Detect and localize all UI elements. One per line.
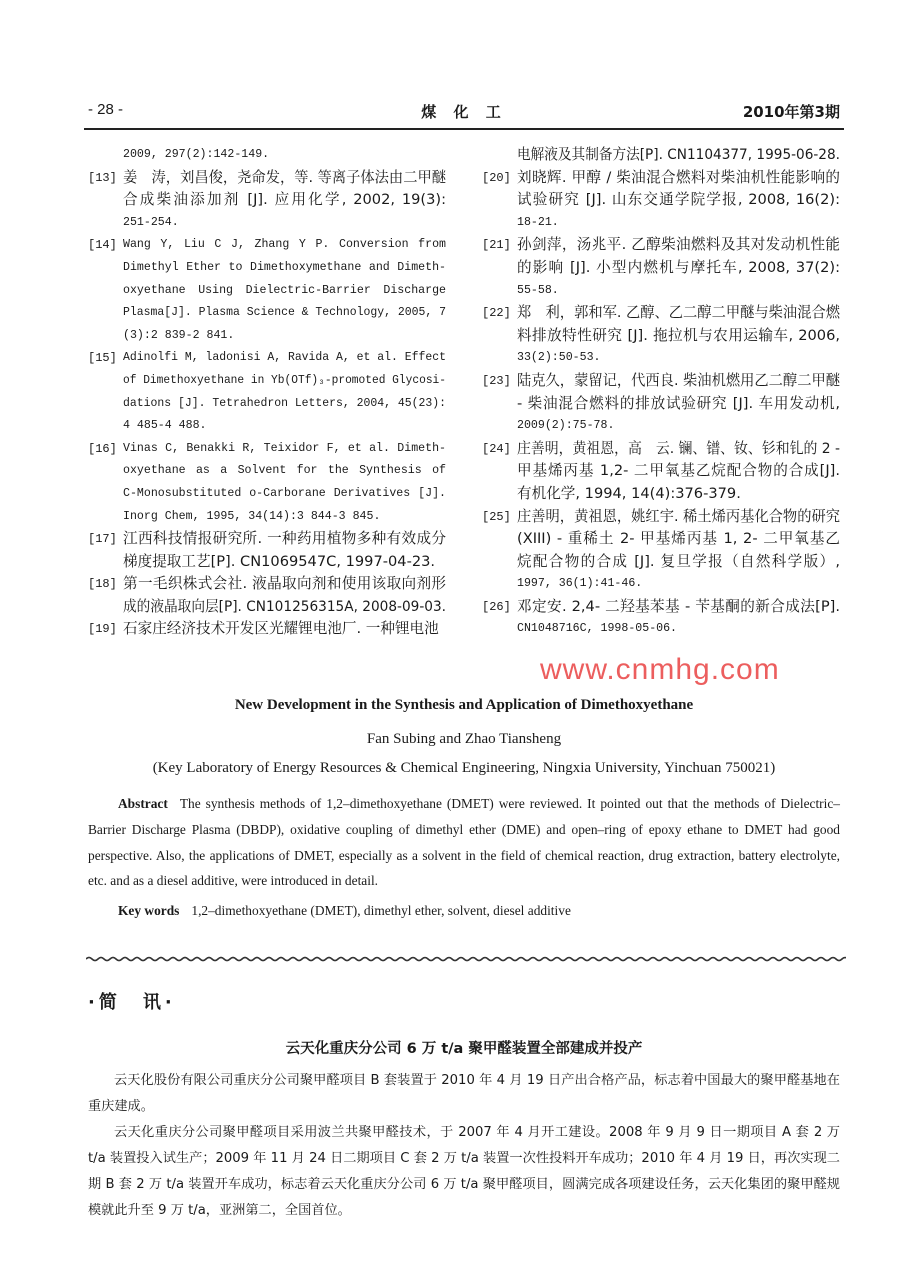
reference-number: [22] xyxy=(482,306,511,321)
reference-line xyxy=(88,438,446,461)
reference-line xyxy=(88,415,446,438)
reference-text xyxy=(517,257,840,280)
reference-text-content: 孙剑萍，汤兆平. 乙醇柴油燃料及其对发动机性能 xyxy=(517,236,840,254)
reference-text xyxy=(517,144,840,167)
keywords-text: 1,2–dimethoxyethane (DMET), dimethyl ether, solvent, diesel additive xyxy=(191,903,571,919)
reference-text-content: 电解液及其制备方法[P]. CN1104377, 1995-06-28. xyxy=(517,146,841,163)
reference-text xyxy=(517,393,840,416)
reference-item xyxy=(88,573,446,618)
reference-line xyxy=(88,506,446,529)
reference-line xyxy=(482,167,840,190)
reference-item xyxy=(88,618,446,641)
reference-text-content: 甲基烯丙基 1,2- 二甲氧基乙烷配合物的合成[J]. xyxy=(517,462,840,480)
reference-line xyxy=(482,370,840,393)
reference-line xyxy=(88,234,446,257)
reference-text xyxy=(123,257,446,280)
wavy-divider xyxy=(86,955,846,963)
reference-line xyxy=(88,528,446,551)
reference-text-content: 33(2):50-53. xyxy=(517,351,601,365)
reference-line xyxy=(482,596,840,619)
reference-text-content: 251-254. xyxy=(123,215,179,229)
reference-item xyxy=(482,596,840,641)
reference-text xyxy=(123,551,446,574)
reference-text-content: Plasma[J]. Plasma Science & Technology, 2005, 7 xyxy=(123,306,447,320)
reference-text xyxy=(517,460,840,483)
reference-text-content: 2009, 297(2):142-149. xyxy=(123,148,270,161)
reference-line xyxy=(88,257,446,280)
reference-text xyxy=(123,212,446,235)
reference-text-content: 4 485-4 488. xyxy=(123,419,207,433)
reference-line xyxy=(482,483,840,506)
reference-line xyxy=(88,212,446,235)
reference-text-content: Adinolfi M, ladonisi A, Ravida A, et al. Effect xyxy=(123,351,447,365)
brief-section-label: ·简 讯· xyxy=(88,992,176,1013)
reference-line xyxy=(482,528,840,551)
reference-text xyxy=(123,460,446,483)
reference-text-content: oxyethane as a Solvent for the Synthesis of xyxy=(123,464,446,478)
reference-line xyxy=(88,483,446,506)
reference-line xyxy=(88,370,446,393)
reference-text-content: 18-21. xyxy=(517,215,559,229)
reference-text xyxy=(123,506,446,529)
reference-text-content: (3):2 839-2 841. xyxy=(123,328,235,342)
reference-text xyxy=(123,618,446,641)
reference-item xyxy=(88,234,446,347)
keywords-label: Key words xyxy=(118,903,180,919)
reference-text-content: 陆克久，蒙留记，代西良. 柴油机燃用乙二醇二甲醚 xyxy=(517,371,841,389)
reference-text xyxy=(517,302,840,325)
news-block xyxy=(88,1038,840,1224)
reference-number: [21] xyxy=(482,238,511,253)
reference-line xyxy=(482,415,840,438)
reference-number: [16] xyxy=(88,441,117,456)
reference-text-content: oxyethane Using Dielectric-Barrier Discharge xyxy=(123,283,446,297)
reference-text xyxy=(517,212,840,235)
reference-text-content: (XIII) - 重稀土 2- 甲基烯丙基 1, 2- 二甲氧基乙 xyxy=(517,530,840,548)
reference-line xyxy=(88,280,446,303)
reference-text-content: 庄善明，黄祖恩，高 云. 镧、镨、钕、钐和钆的 2 - xyxy=(517,439,841,457)
english-authors: Fan Subing and Zhao Tiansheng xyxy=(366,731,562,747)
reference-text xyxy=(517,528,840,551)
reference-text xyxy=(123,483,446,506)
reference-text-content: Vinas C, Benakki R, Teixidor F, et al. Dimeth- xyxy=(123,441,446,455)
reference-text-content: 第一毛织株式会社. 液晶取向剂和使用该取向剂形 xyxy=(123,575,446,593)
reference-text xyxy=(517,483,840,506)
reference-number: [18] xyxy=(88,577,117,592)
reference-item xyxy=(88,528,446,573)
reference-item xyxy=(482,302,840,370)
reference-number: [26] xyxy=(482,599,511,614)
header-rule xyxy=(84,128,844,130)
reference-text-content: 55-58. xyxy=(517,283,559,297)
reference-text xyxy=(517,551,840,574)
reference-text xyxy=(517,234,840,257)
reference-text xyxy=(123,347,446,370)
news-paragraph: 云天化重庆分公司聚甲醛项目采用波兰共聚甲醛技术，于 2007 年 4 月开工建设。2008 年 9 月 9 日一期项目 A 套 2 万 t/a 装置投入试生产；2009 年 11 月 24 日二期项目 C 套 2 万 t/a 装置一次性投料开车成功；2010 年 4 月 19 日，再次实现二期 B 套 2 万 t/a 装置开车成功，标志着云天化重庆分公司 6 万 t/a 聚甲醛项目，圆满完成各项建设任务，云天化集团的聚甲醛规模就此升至 9 万 t/a，亚洲第二，全国首位。 xyxy=(88,1125,840,1218)
reference-number: [17] xyxy=(88,532,117,547)
reference-line xyxy=(482,302,840,325)
reference-line xyxy=(88,551,446,574)
abstract-block xyxy=(88,791,840,924)
reference-text-content: 合成柴油添加剂 [J]. 应用化学, 2002, 19(3): xyxy=(123,191,446,209)
reference-text-content: C-Monosubstituted o-Carborane Derivatives [J]. xyxy=(123,486,446,500)
reference-text-content: 有机化学, 1994, 14(4):376-379. xyxy=(517,484,741,502)
reference-text-content: 梯度提取工艺[P]. CN1069547C, 1997-04-23. xyxy=(123,552,436,570)
english-abstract xyxy=(88,791,840,894)
reference-item xyxy=(482,506,840,596)
page-header xyxy=(88,101,840,125)
reference-text-content: - 柴油混合燃料的排放试验研究 [J]. 车用发动机, xyxy=(517,394,840,412)
reference-number: [13] xyxy=(88,170,117,185)
english-affiliation: (Key Laboratory of Energy Resources & Chemical Engineering, Ningxia University, Yinchuan 750021) xyxy=(152,760,776,776)
reference-text xyxy=(517,189,840,212)
reference-text xyxy=(517,618,840,641)
reference-item xyxy=(482,234,840,302)
reference-text-content: Dimethyl Ether to Dimethoxymethane and Dimeth- xyxy=(123,260,446,274)
reference-line xyxy=(482,144,840,167)
reference-line xyxy=(88,189,446,212)
reference-line xyxy=(88,302,446,325)
reference-text-content: 石家庄经济技术开发区光耀锂电池厂. 一种锂电池 xyxy=(123,620,439,638)
references-right-column xyxy=(482,144,840,641)
reference-text-content: 烷配合物的合成 [J]. 复旦学报（自然科学版）, xyxy=(517,552,840,570)
reference-line xyxy=(482,438,840,461)
reference-text xyxy=(517,280,840,303)
reference-line xyxy=(88,167,446,190)
reference-text xyxy=(123,189,446,212)
reference-item xyxy=(482,167,840,235)
reference-line xyxy=(88,596,446,619)
reference-text xyxy=(517,596,840,619)
reference-text-content: 试验研究 [J]. 山东交通学院学报, 2008, 16(2): xyxy=(517,191,840,209)
reference-item xyxy=(88,438,446,528)
news-title: 云天化重庆分公司 6 万 t/a 聚甲醛装置全部建成并投产 xyxy=(285,1041,643,1057)
reference-text xyxy=(123,302,446,325)
reference-line xyxy=(88,460,446,483)
english-title: New Development in the Synthesis and Application of Dimethoxyethane xyxy=(234,697,694,713)
reference-line xyxy=(88,347,446,370)
reference-number: [24] xyxy=(482,441,511,456)
reference-line xyxy=(482,573,840,596)
reference-line xyxy=(88,573,446,596)
reference-text-content: CN1048716C, 1998-05-06. xyxy=(517,622,678,636)
reference-text xyxy=(123,528,446,551)
reference-number: [14] xyxy=(88,238,117,253)
reference-number: [20] xyxy=(482,170,511,185)
reference-line xyxy=(88,325,446,348)
reference-text xyxy=(123,325,446,348)
reference-line xyxy=(482,618,840,641)
reference-text-content: 邓定安. 2,4- 二羟基苯基 - 苄基酮的新合成法[P]. xyxy=(517,597,840,615)
reference-line xyxy=(482,393,840,416)
reference-text-content: Wang Y, Liu C J, Zhang Y P. Conversion from xyxy=(123,238,446,252)
reference-text-content: 郑 利，郭和军. 乙醇、乙二醇二甲醚与柴油混合燃 xyxy=(517,304,841,322)
reference-text xyxy=(123,144,446,167)
reference-text-content: 料排放特性研究 [J]. 拖拉机与农用运输车, 2006, xyxy=(517,326,840,344)
reference-text xyxy=(517,167,840,190)
reference-text xyxy=(123,415,446,438)
reference-item xyxy=(88,347,446,437)
abstract-label: Abstract xyxy=(118,796,168,811)
reference-text xyxy=(517,438,840,461)
reference-line xyxy=(88,144,446,167)
reference-text xyxy=(517,573,840,596)
reference-text xyxy=(123,234,446,257)
reference-text xyxy=(123,167,446,190)
reference-number: [25] xyxy=(482,509,511,524)
reference-text-content: 刘晓辉. 甲醇 / 柴油混合燃料对柴油机性能影响的 xyxy=(517,168,840,186)
issue-label: 2010年第3期 xyxy=(742,103,840,121)
english-keywords xyxy=(88,898,840,924)
reference-text-content: 的影响 [J]. 小型内燃机与摩托车, 2008, 37(2): xyxy=(517,258,840,276)
reference-line xyxy=(88,393,446,416)
reference-text-content: 成的液晶取向层[P]. CN101256315A, 2008-09-03. xyxy=(123,597,447,615)
abstract-text: The synthesis methods of 1,2–dimethoxyethane (DMET) were reviewed. It pointed out that the methods of Dielectric–Barrier Discharge Plasma (DBDP), oxidative coupling of dimethyl ether (DME) and open–ring of epoxy ethane to DMET had good perspective. Also, the applications of DMET, especially as a solvent in the field of chemical reaction, drug extraction, battery electrolyte, etc. and as a diesel additive, were introduced in detail. xyxy=(88,796,840,889)
reference-line xyxy=(482,280,840,303)
reference-item xyxy=(88,167,446,235)
reference-line xyxy=(88,618,446,641)
reference-line xyxy=(482,234,840,257)
reference-text-content: Inorg Chem, 1995, 34(14):3 844-3 845. xyxy=(123,509,381,523)
reference-item xyxy=(482,370,840,438)
reference-item xyxy=(88,144,446,167)
journal-name: 煤 化 工 xyxy=(421,103,507,121)
page-number: - 28 - xyxy=(88,101,124,118)
reference-text-content: 江西科技情报研究所. 一种药用植物多种有效成分 xyxy=(123,530,446,548)
reference-line xyxy=(482,551,840,574)
reference-line xyxy=(482,460,840,483)
reference-text xyxy=(123,393,446,416)
reference-line xyxy=(482,212,840,235)
reference-text xyxy=(123,573,446,596)
reference-text xyxy=(517,347,840,370)
reference-number: [19] xyxy=(88,622,117,637)
reference-line xyxy=(482,189,840,212)
reference-text-content: of Dimethoxyethane in Yb(OTf)₃-promoted Glycosi- xyxy=(123,373,447,387)
reference-text xyxy=(123,438,446,461)
reference-line xyxy=(482,257,840,280)
reference-text-content: 1997, 36(1):41-46. xyxy=(517,577,643,591)
reference-item xyxy=(482,144,840,167)
references-left-column xyxy=(88,144,446,641)
watermark: www.cnmhg.com xyxy=(540,653,780,686)
news-paragraph: 云天化股份有限公司重庆分公司聚甲醛项目 B 套装置于 2010 年 4 月 19 日产出合格产品，标志着中国最大的聚甲醛基地在重庆建成。 xyxy=(88,1073,840,1114)
reference-text xyxy=(517,506,840,529)
reference-line xyxy=(482,506,840,529)
reference-item xyxy=(482,438,840,506)
reference-text xyxy=(123,370,446,393)
reference-text xyxy=(517,415,840,438)
reference-text xyxy=(123,596,446,619)
reference-text xyxy=(517,325,840,348)
reference-text xyxy=(123,280,446,303)
reference-number: [23] xyxy=(482,373,511,388)
reference-text-content: 姜 涛，刘昌俊，尧命发，等. 等离子体法由二甲醚 xyxy=(123,168,447,186)
reference-text-content: 庄善明，黄祖恩，姚红宇. 稀土烯丙基化合物的研究 xyxy=(517,507,841,525)
reference-number: [15] xyxy=(88,351,117,366)
reference-line xyxy=(482,347,840,370)
reference-text xyxy=(517,370,840,393)
reference-text-content: dations [J]. Tetrahedron Letters, 2004, 45(23): xyxy=(123,396,447,410)
reference-text-content: 2009(2):75-78. xyxy=(517,419,615,433)
reference-line xyxy=(482,325,840,348)
